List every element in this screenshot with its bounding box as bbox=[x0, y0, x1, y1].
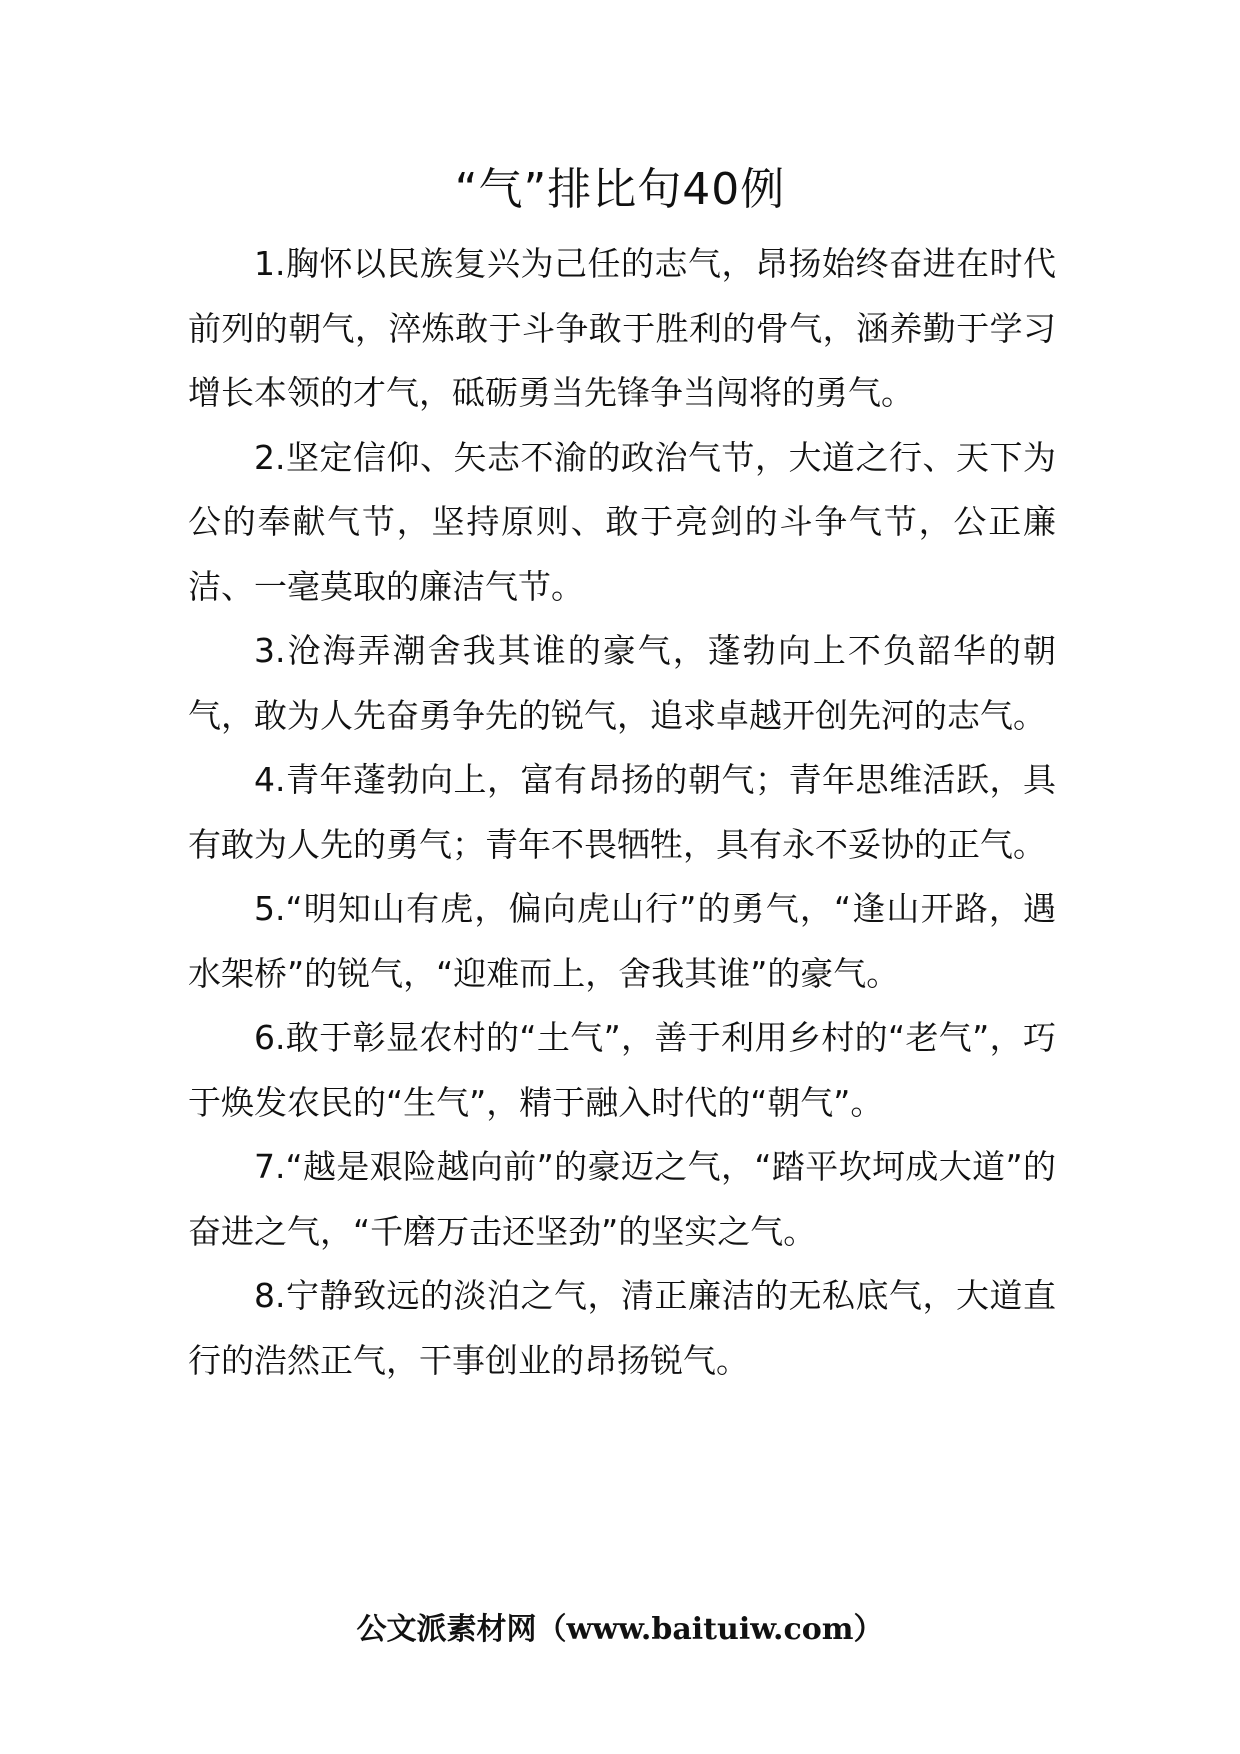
paragraph-4: 4.青年蓬勃向上，富有昂扬的朝气；青年思维活跃，具有敢为人先的勇气；青年不畏牺牲，具有永不妥协的正气。 bbox=[188, 760, 1056, 864]
paragraph-6: 6.敢于彰显农村的“土气”，善于利用乡村的“老气”，巧于焕发农民的“生气”，精于融入时代的“朝气”。 bbox=[188, 1018, 1056, 1122]
paragraph-7: 7.“越是艰险越向前”的豪迈之气，“踏平坎坷成大道”的奋进之气，“千磨万击还坚劲”的坚实之气。 bbox=[188, 1147, 1056, 1251]
document-title: “气”排比句40例 bbox=[454, 164, 786, 215]
paragraph-5: 5.“明知山有虎，偏向虎山行”的勇气，“逢山开路，遇水架桥”的锐气，“迎难而上，舍我其谁”的豪气。 bbox=[188, 889, 1056, 993]
paragraph-8: 8.宁静致远的淡泊之气，清正廉洁的无私底气，大道直行的浩然正气，干事创业的昂扬锐气。 bbox=[188, 1276, 1056, 1380]
paragraph-3: 3.沧海弄潮舍我其谁的豪气，蓬勃向上不负韶华的朝气，敢为人先奋勇争先的锐气，追求卓越开创先河的志气。 bbox=[188, 631, 1056, 735]
footer-source: 公文派素材网（www.baituiw.com） bbox=[356, 1612, 884, 1647]
document-body bbox=[188, 232, 1056, 1393]
paragraph-2: 2.坚定信仰、矢志不渝的政治气节，大道之行、天下为公的奉献气节，坚持原则、敢于亮剑的斗争气节，公正廉洁、一毫莫取的廉洁气节。 bbox=[188, 437, 1056, 606]
paragraph-1: 1.胸怀以民族复兴为己任的志气，昂扬始终奋进在时代前列的朝气，淬炼敢于斗争敢于胜利的骨气，涵养勤于学习增长本领的才气，砥砺勇当先锋争当闯将的勇气。 bbox=[188, 244, 1056, 412]
